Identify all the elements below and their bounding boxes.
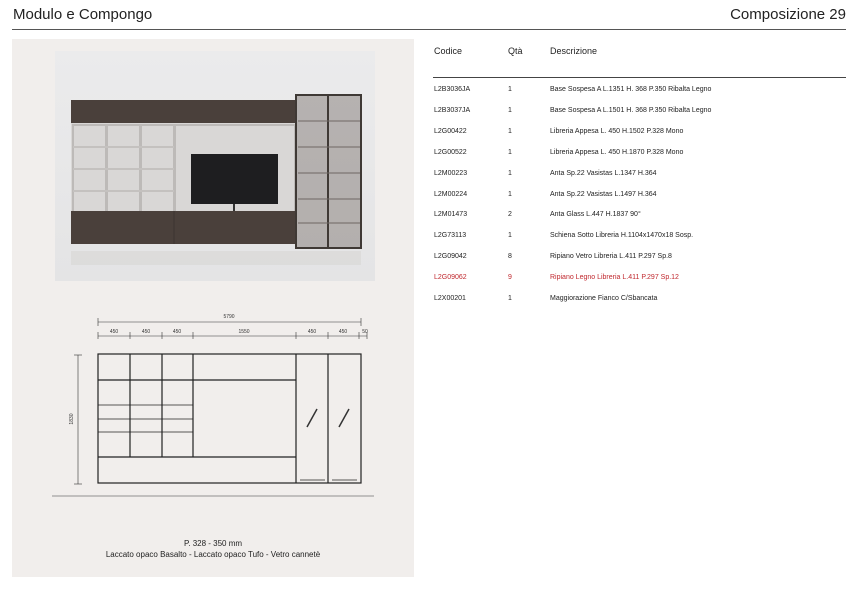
row-description: Schiena Sotto Libreria H.1104x1470x18 Sosp. (550, 232, 694, 239)
segment-width-label: 50 (362, 329, 368, 335)
page-title: Modulo e Compongo (13, 6, 153, 23)
row-code: L2M01473 (434, 211, 468, 218)
row-description: Ripiano Legno Libreria L.411 P.297 Sp.12 (550, 274, 679, 281)
row-code: L2B3037JA (434, 107, 471, 114)
table-row (0, 86, 858, 98)
row-description: Maggiorazione Fianco C/Sbancata (550, 295, 658, 302)
row-code: L2X00201 (434, 295, 466, 302)
segment-width-label: 450 (338, 329, 348, 335)
table-row (0, 295, 858, 307)
col-header-description: Descrizione (550, 46, 598, 56)
row-qty: 1 (508, 191, 512, 198)
illustration-panel (12, 39, 414, 577)
row-description: Libreria Appesa L. 450 H.1502 P.328 Mono (550, 128, 684, 135)
segment-width-label: 450 (172, 329, 182, 335)
row-description: Anta Glass L.447 H.1837 90° (550, 211, 641, 218)
row-code: L2B3036JA (434, 86, 471, 93)
segment-width-label: 450 (109, 329, 119, 335)
row-qty: 2 (508, 211, 512, 218)
row-description: Base Sospesa A L.1351 H. 368 P.350 Ribalta Legno (550, 86, 712, 93)
row-qty: 1 (508, 170, 512, 177)
finishes-caption: Laccato opaco Basalto - Laccato opaco Tufo - Vetro cannetè (105, 550, 321, 559)
row-qty: 1 (508, 295, 512, 302)
row-code: L2G09062 (434, 274, 467, 281)
table-header-divider (433, 77, 846, 78)
row-qty: 1 (508, 128, 512, 135)
row-qty: 1 (508, 149, 512, 156)
row-qty: 8 (508, 253, 512, 260)
segment-width-label: 450 (307, 329, 317, 335)
technical-drawing (12, 39, 414, 577)
height-label: 1830 (69, 413, 75, 425)
composition-title: Composizione 29 (730, 6, 846, 23)
table-row (0, 211, 858, 223)
row-code: L2M00223 (434, 170, 468, 177)
table-row (0, 232, 858, 244)
header-divider (12, 29, 846, 30)
row-description: Libreria Appesa L. 450 H.1870 P.328 Mono (550, 149, 684, 156)
table-row (0, 170, 858, 182)
row-code: L2M00224 (434, 191, 468, 198)
total-width-label: 5790 (223, 314, 235, 320)
table-row (0, 191, 858, 203)
row-description: Base Sospesa A L.1501 H. 368 P.350 Ribalta Legno (550, 107, 712, 114)
table-row (0, 149, 858, 161)
col-header-code: Codice (434, 46, 463, 56)
segment-width-label: 450 (141, 329, 151, 335)
row-description: Anta Sp.22 Vasistas L.1347 H.364 (550, 170, 657, 177)
row-code: L2G00422 (434, 128, 467, 135)
row-qty: 1 (508, 232, 512, 239)
row-code: L2G00522 (434, 149, 467, 156)
row-qty: 9 (508, 274, 512, 281)
col-header-qty: Qtà (508, 46, 523, 56)
segment-width-label: 1550 (238, 329, 250, 335)
table-row (0, 107, 858, 119)
row-qty: 1 (508, 107, 512, 114)
row-qty: 1 (508, 86, 512, 93)
table-row (0, 253, 858, 265)
table-row-highlighted (0, 274, 858, 286)
row-description: Anta Sp.22 Vasistas L.1497 H.364 (550, 191, 657, 198)
row-code: L2G09042 (434, 253, 467, 260)
depth-caption: P. 328 - 350 mm (183, 539, 243, 548)
row-code: L2G73113 (434, 232, 467, 239)
table-row (0, 128, 858, 140)
row-description: Ripiano Vetro Libreria L.411 P.297 Sp.8 (550, 253, 672, 260)
